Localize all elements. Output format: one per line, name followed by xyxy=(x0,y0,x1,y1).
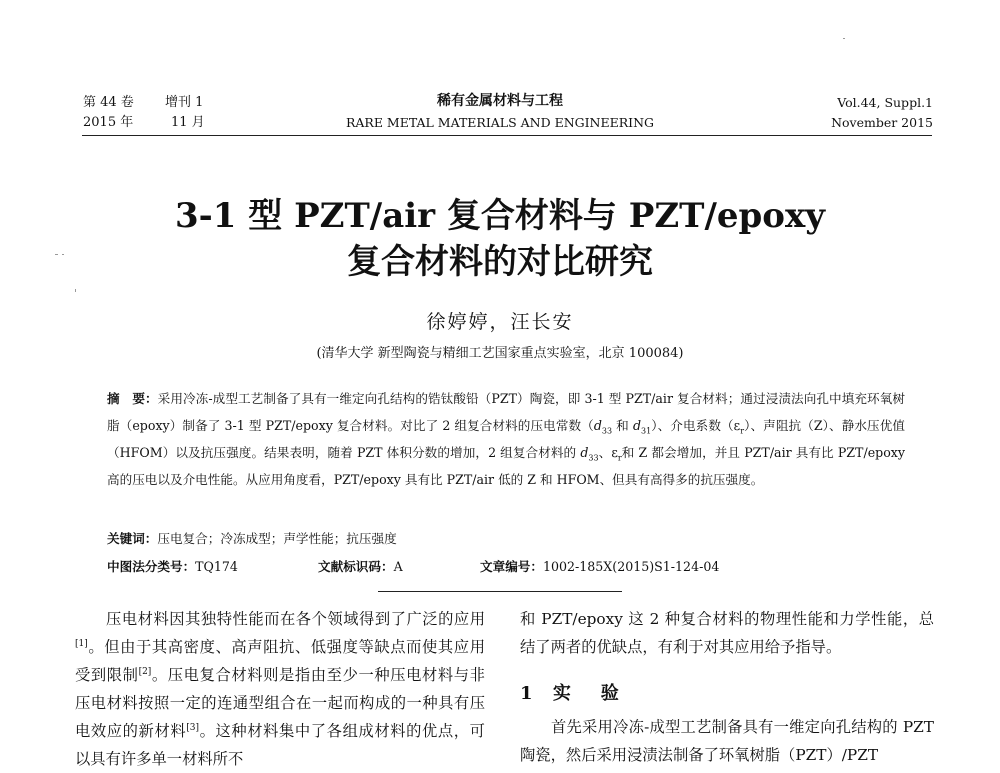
body-right-text-1: 和 PZT/epoxy 这 2 种复合材料的物理性能和力学性能，总结了两者的优缺点，有利于对其应用给予指导。 xyxy=(520,610,934,656)
citation-1: [1] xyxy=(75,638,88,649)
body-left-text-3: 。压电复合材料则是指由至少一种压电材料与非压电材料按照一定的连通型组合在一起而构成的一种具有压电效应的新材料 xyxy=(75,666,485,740)
abstract-label: 摘 要： xyxy=(107,391,158,406)
keywords-value: 压电复合；冷冻成型；声学性能；抗压强度 xyxy=(157,531,397,546)
section-number: 1 xyxy=(520,683,533,704)
subscript-31: 31 xyxy=(641,426,652,436)
article-number-label: 文章编号： xyxy=(480,559,543,574)
keywords-label: 关键词： xyxy=(107,531,158,546)
scan-speck xyxy=(55,254,58,255)
subscript-r: r xyxy=(740,426,745,436)
body-left-text-1: 压电材料因其独特性能而在各个领域得到了广泛的应用 xyxy=(106,610,485,628)
scan-speck xyxy=(843,38,845,39)
scan-speck xyxy=(75,289,76,292)
section-heading xyxy=(520,679,625,705)
header-volume-cn: 第 44 卷 xyxy=(83,95,134,110)
body-left-column xyxy=(75,605,485,773)
subscript-33-2: 33 xyxy=(588,453,599,463)
abstract-text-3: ）、声阻抗（Z）、静水压优值（HFOM）以及抗压强度。结果表明，随着 PZT 体积分数的增加，2 组复合材料的 xyxy=(107,418,905,460)
header-volume-en: Vol.44, Suppl.1 xyxy=(837,95,933,110)
section-title: 实 验 xyxy=(552,683,625,704)
citation-3: [3] xyxy=(186,722,199,733)
body-right-column-2 xyxy=(520,713,934,769)
keywords xyxy=(107,528,397,547)
paper-title-line-1: 3-1 型 PZT/air 复合材料与 PZT/epoxy xyxy=(175,196,825,236)
symbol-d31: d xyxy=(632,418,641,433)
scan-speck xyxy=(62,254,64,255)
body-left-text-2: 。但由于其高密度、高声阻抗、低强度等缺点而使其应用受到限制 xyxy=(75,638,485,684)
header-month-cn: 11 月 xyxy=(171,115,205,130)
journal-title-cn: 稀有金属材料与工程 xyxy=(437,93,563,109)
clc-label: 中图法分类号： xyxy=(107,559,196,574)
abstract-and: 和 xyxy=(612,418,633,433)
document-code-label: 文献标识码： xyxy=(318,559,394,574)
subscript-33: 33 xyxy=(601,426,613,436)
abstract-separator-rule xyxy=(378,591,622,592)
header-year-cn: 2015 年 xyxy=(83,115,134,130)
abstract-text-2: ）、介电系数（ε xyxy=(651,418,741,433)
affiliation: (清华大学 新型陶瓷与精细工艺国家重点实验室，北京 100084) xyxy=(316,346,684,361)
article-number xyxy=(480,556,719,575)
abstract-text-1: 采用冷冻-成型工艺制备了具有一维定向孔结构的锆钛酸铅（PZT）陶瓷，即 3-1 型 PZT/air 复合材料；通过浸渍法向孔中填充环氧树脂（epoxy）制备了 3-1 型 PZT/epoxy 复合材料。对比了 2 组复合材料的压电常数（ xyxy=(107,391,905,433)
symbol-d33-2: d xyxy=(580,445,589,460)
document-code-value: A xyxy=(393,559,403,574)
subscript-r-2: r xyxy=(617,453,622,463)
body-right-text-2: 首先采用冷冻-成型工艺制备具有一维定向孔结构的 PZT 陶瓷，然后采用浸渍法制备了环氧树脂（PZT）/PZT xyxy=(520,718,934,764)
article-number-value: 1002-185X(2015)S1-124-04 xyxy=(542,559,720,574)
authors: 徐婷婷，汪长安 xyxy=(426,311,574,333)
header-issue-cn: 增刊 1 xyxy=(165,95,204,110)
clc-number xyxy=(107,556,238,575)
abstract xyxy=(107,385,905,493)
journal-title-en: RARE METAL MATERIALS AND ENGINEERING xyxy=(345,115,655,130)
clc-value: TQ174 xyxy=(195,559,238,574)
body-left-text-4: 。这种材料集中了各组成材料的优点，可以具有许多单一材料所不 xyxy=(75,722,485,768)
abstract-text-5: 和 Z 都会增加，并且 PZT/air 具有比 PZT/epoxy 高的压电以及介电性能。从应用角度看，PZT/epoxy 具有比 PZT/air 低的 Z 和 HFOM、但具有高得多的抗压强度。 xyxy=(107,445,906,487)
abstract-text-4: 、ε xyxy=(598,445,618,460)
header-date-en: November 2015 xyxy=(831,115,933,130)
citation-2: [2] xyxy=(138,666,152,677)
symbol-d33: d xyxy=(593,418,602,433)
header-rule xyxy=(82,135,932,136)
body-right-column xyxy=(520,605,934,661)
document-code xyxy=(318,556,403,575)
paper-title-line-2: 复合材料的对比研究 xyxy=(347,242,653,282)
